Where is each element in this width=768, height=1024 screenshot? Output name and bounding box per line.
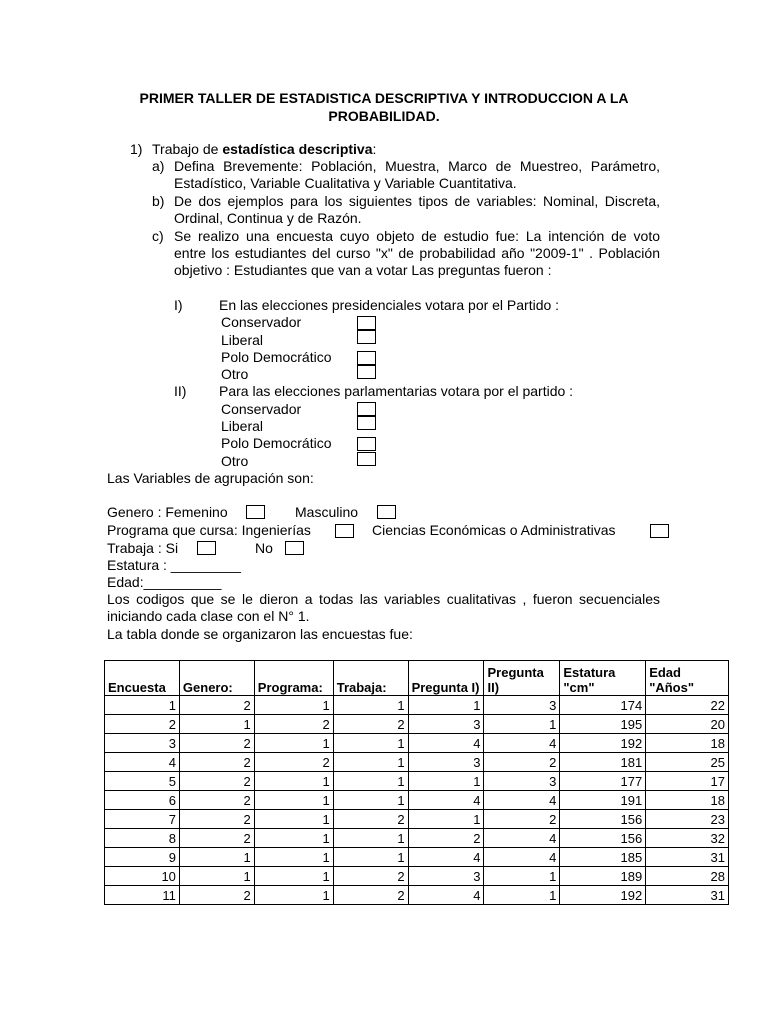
cell-estatura: 174 (560, 696, 646, 715)
cell-estatura: 189 (560, 867, 646, 886)
cell-trabaja: 1 (333, 734, 408, 753)
cell-pregunta-1: 1 (408, 696, 484, 715)
question-1-label: I) (174, 297, 183, 313)
cell-edad: 18 (646, 734, 729, 753)
cell-programa: 1 (254, 734, 333, 753)
header-edad: Edad "Años" (646, 661, 729, 696)
q1-checkbox-polo[interactable] (357, 351, 376, 365)
cell-pregunta-1: 1 (408, 772, 484, 791)
cell-edad: 18 (646, 791, 729, 810)
q2-checkbox-otro[interactable] (357, 452, 376, 466)
cell-edad: 20 (646, 715, 729, 734)
cell-pregunta-1: 2 (408, 829, 484, 848)
header-pregunta-1: Pregunta I) (408, 661, 484, 696)
q1-checkbox-liberal[interactable] (357, 330, 376, 344)
cell-pregunta-2: 4 (484, 791, 560, 810)
cell-trabaja: 1 (333, 772, 408, 791)
header-encuesta: Encuesta (105, 661, 180, 696)
cell-edad: 32 (646, 829, 729, 848)
trabaja-no-label: No (255, 540, 273, 556)
cell-genero: 2 (179, 829, 254, 848)
cell-estatura: 185 (560, 848, 646, 867)
cell-encuesta: 6 (105, 791, 180, 810)
cell-programa: 1 (254, 772, 333, 791)
cell-genero: 1 (179, 867, 254, 886)
cell-encuesta: 2 (105, 715, 180, 734)
cell-pregunta-1: 4 (408, 848, 484, 867)
cell-encuesta: 10 (105, 867, 180, 886)
item-1-heading: Trabajo de estadística descriptiva: (152, 141, 377, 157)
cell-trabaja: 2 (333, 810, 408, 829)
q2-checkbox-polo[interactable] (357, 437, 376, 451)
question-2-text: Para las elecciones parlamentarias votara por el partido : (219, 383, 574, 399)
cell-programa: 2 (254, 753, 333, 772)
cell-pregunta-2: 2 (484, 753, 560, 772)
trabaja-si-checkbox[interactable] (197, 541, 216, 555)
cell-programa: 1 (254, 886, 333, 905)
page-title-line-2: PROBABILIDAD. (328, 108, 440, 124)
cell-genero: 2 (179, 734, 254, 753)
table-row (105, 867, 729, 886)
q2-option-conservador: Conservador (221, 401, 302, 417)
cell-encuesta: 4 (105, 753, 180, 772)
cell-trabaja: 1 (333, 829, 408, 848)
cell-encuesta: 5 (105, 772, 180, 791)
cell-edad: 23 (646, 810, 729, 829)
survey-table (104, 660, 729, 905)
cell-pregunta-1: 4 (408, 886, 484, 905)
cell-pregunta-2: 1 (484, 715, 560, 734)
cell-pregunta-1: 3 (408, 715, 484, 734)
q1-checkbox-otro[interactable] (357, 365, 376, 379)
cell-genero: 2 (179, 753, 254, 772)
cell-pregunta-2: 4 (484, 829, 560, 848)
cell-genero: 2 (179, 886, 254, 905)
cell-trabaja: 2 (333, 886, 408, 905)
cell-programa: 1 (254, 848, 333, 867)
table-row (105, 886, 729, 905)
cell-trabaja: 2 (333, 867, 408, 886)
cell-estatura: 192 (560, 886, 646, 905)
table-row (105, 829, 729, 848)
cell-programa: 1 (254, 867, 333, 886)
cell-edad: 31 (646, 886, 729, 905)
cell-pregunta-2: 3 (484, 772, 560, 791)
cell-genero: 2 (179, 791, 254, 810)
q1-option-liberal: Liberal (221, 332, 264, 348)
masculino-checkbox[interactable] (377, 505, 396, 519)
q1-option-polo: Polo Democrático (221, 349, 332, 365)
cell-trabaja: 1 (333, 753, 408, 772)
cell-estatura: 181 (560, 753, 646, 772)
table-row (105, 791, 729, 810)
question-1-text: En las elecciones presidenciales votara por el Partido : (219, 297, 560, 313)
cell-estatura: 177 (560, 772, 646, 791)
item-b-label: b) (152, 193, 165, 209)
cell-pregunta-1: 3 (408, 867, 484, 886)
cell-trabaja: 1 (333, 848, 408, 867)
q1-option-otro: Otro (221, 366, 249, 382)
edad-field: Edad:__________ (107, 574, 222, 590)
item-a-text: Defina Brevemente: Población, Muestra, Marco de Muestreo, Parámetro, Estadístico, Variable Cualitativa y Variable Cuantitativa. (174, 158, 660, 191)
cell-pregunta-2: 4 (484, 848, 560, 867)
trabaja-label: Trabaja : Si (107, 540, 179, 556)
table-header-row (105, 661, 729, 696)
ciencias-checkbox[interactable] (650, 524, 669, 538)
item-a-label: a) (152, 158, 165, 174)
cell-pregunta-1: 4 (408, 791, 484, 810)
item-b-text: De dos ejemplos para los siguientes tipos de variables: Nominal, Discreta, Ordinal, Continua y de Razón. (174, 193, 660, 226)
header-estatura: Estatura "cm" (560, 661, 646, 696)
header-programa: Programa: (254, 661, 333, 696)
cell-programa: 1 (254, 696, 333, 715)
variables-heading: Las Variables de agrupación son: (107, 470, 314, 486)
femenino-checkbox[interactable] (246, 505, 265, 519)
cell-pregunta-2: 1 (484, 867, 560, 886)
cell-encuesta: 11 (105, 886, 180, 905)
q1-checkbox-conservador[interactable] (357, 316, 376, 330)
table-row (105, 810, 729, 829)
header-genero: Genero: (179, 661, 254, 696)
cell-estatura: 156 (560, 810, 646, 829)
item-1-number: 1) (130, 141, 143, 157)
masculino-label: Masculino (295, 504, 359, 520)
ingenierias-checkbox[interactable] (335, 524, 354, 538)
cell-edad: 22 (646, 696, 729, 715)
cell-pregunta-1: 1 (408, 810, 484, 829)
cell-encuesta: 8 (105, 829, 180, 848)
table-row (105, 848, 729, 867)
cell-programa: 1 (254, 810, 333, 829)
cell-estatura: 156 (560, 829, 646, 848)
q2-option-polo: Polo Democrático (221, 435, 332, 451)
table-row (105, 715, 729, 734)
cell-edad: 17 (646, 772, 729, 791)
cell-encuesta: 1 (105, 696, 180, 715)
cell-pregunta-1: 3 (408, 753, 484, 772)
table-row (105, 696, 729, 715)
table-row (105, 734, 729, 753)
header-pregunta-2: Pregunta II) (484, 661, 560, 696)
cell-pregunta-2: 1 (484, 886, 560, 905)
programa-label: Programa que cursa: Ingenierías (107, 522, 311, 538)
table-row (105, 753, 729, 772)
cell-genero: 2 (179, 810, 254, 829)
cell-encuesta: 3 (105, 734, 180, 753)
cell-genero: 1 (179, 715, 254, 734)
cell-genero: 2 (179, 772, 254, 791)
q2-option-otro: Otro (221, 453, 249, 469)
estatura-field: Estatura : _________ (107, 557, 241, 573)
q2-checkbox-conservador[interactable] (357, 402, 376, 416)
cell-pregunta-2: 3 (484, 696, 560, 715)
cell-programa: 1 (254, 791, 333, 810)
trabaja-no-checkbox[interactable] (285, 541, 304, 555)
cell-genero: 1 (179, 848, 254, 867)
header-trabaja: Trabaja: (333, 661, 408, 696)
ciencias-label: Ciencias Económicas o Administrativas (372, 522, 616, 538)
tabla-intro: La tabla donde se organizaron las encuestas fue: (107, 626, 413, 642)
cell-trabaja: 1 (333, 791, 408, 810)
cell-edad: 28 (646, 867, 729, 886)
cell-estatura: 192 (560, 734, 646, 753)
question-2-label: II) (174, 383, 187, 399)
cell-edad: 25 (646, 753, 729, 772)
genero-label: Genero : Femenino (107, 504, 228, 520)
q2-checkbox-liberal[interactable] (357, 416, 376, 430)
q2-option-liberal: Liberal (221, 418, 264, 434)
page-title-line-1: PRIMER TALLER DE ESTADISTICA DESCRIPTIVA Y INTRODUCCION A LA (139, 90, 629, 106)
cell-estatura: 195 (560, 715, 646, 734)
cell-pregunta-1: 4 (408, 734, 484, 753)
cell-encuesta: 9 (105, 848, 180, 867)
cell-programa: 2 (254, 715, 333, 734)
cell-estatura: 191 (560, 791, 646, 810)
table-row (105, 772, 729, 791)
cell-encuesta: 7 (105, 810, 180, 829)
q1-option-conservador: Conservador (221, 314, 302, 330)
cell-pregunta-2: 2 (484, 810, 560, 829)
item-c-label: c) (152, 228, 164, 244)
cell-pregunta-2: 4 (484, 734, 560, 753)
item-c-text: Se realizo una encuesta cuyo objeto de estudio fue: La intención de voto entre los estudiantes del curso "x" de probabilidad año "2009-1" . Población objetivo : Estudiantes que van a votar Las preguntas fueron : (174, 228, 660, 278)
cell-trabaja: 1 (333, 696, 408, 715)
cell-edad: 31 (646, 848, 729, 867)
cell-programa: 1 (254, 829, 333, 848)
cell-trabaja: 2 (333, 715, 408, 734)
cell-genero: 2 (179, 696, 254, 715)
codigos-paragraph: Los codigos que se le dieron a todas las variables cualitativas , fueron secuenciales iniciando cada clase con el N° 1. (107, 591, 660, 624)
